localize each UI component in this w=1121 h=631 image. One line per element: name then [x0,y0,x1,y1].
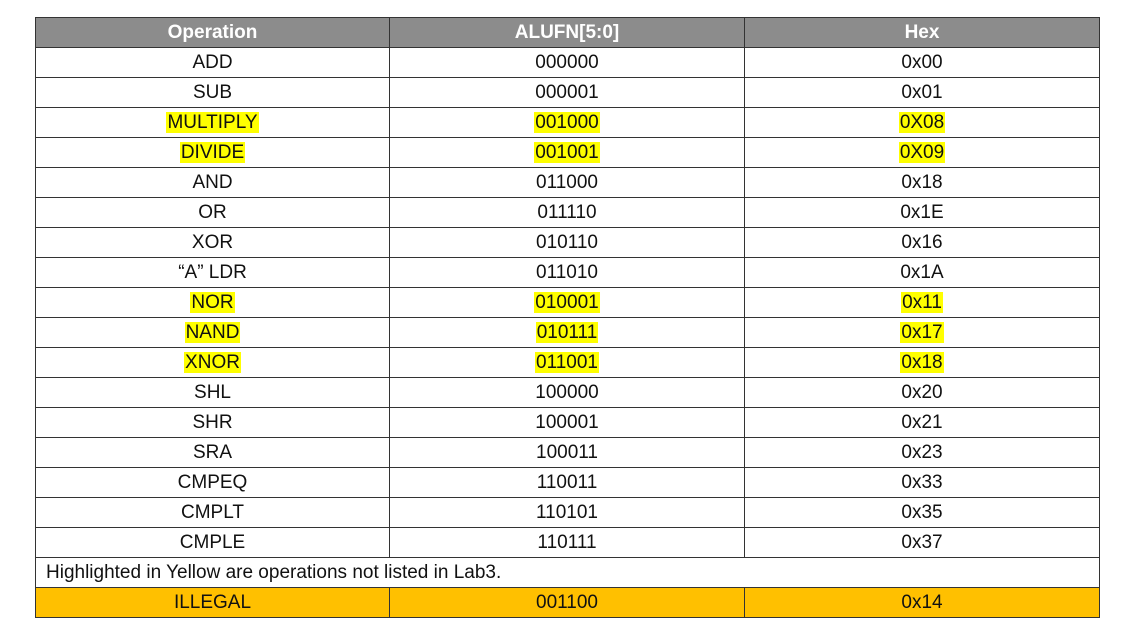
alufn-cell [390,198,745,228]
hex-cell-text: 0x18 [901,352,943,373]
hex-cell-text: 0x00 [901,52,943,73]
table-row [36,378,1100,408]
operation-cell-text: AND [192,172,233,193]
alufn-cell [390,168,745,198]
table-row [36,468,1100,498]
operation-cell-text: OR [198,202,227,223]
hex-cell [745,528,1100,558]
operation-cell [36,348,390,378]
operation-cell [36,468,390,498]
alufn-cell-text: 011000 [536,172,598,193]
alufn-cell-text: 011010 [536,262,598,283]
alufn-cell [390,138,745,168]
hex-cell-text: 0x37 [901,532,943,553]
hex-cell-text: 0x01 [901,82,943,103]
illegal-hex: 0x14 [745,588,1100,618]
operation-cell-text: CMPEQ [177,472,248,493]
hex-cell [745,468,1100,498]
table-body [36,48,1100,558]
alufn-cell-text: 011110 [537,202,597,223]
hex-cell-text: 0x17 [901,322,943,343]
hex-cell-text: 0x1A [900,262,944,283]
operation-cell-text: CMPLE [179,532,246,553]
alufn-cell [390,228,745,258]
alufn-cell-text: 100001 [535,412,599,433]
header-operation: Operation [36,18,390,48]
hex-cell-text: 0x1E [900,202,944,223]
hex-cell [745,318,1100,348]
operation-cell [36,48,390,78]
operation-cell-text: XNOR [185,352,240,373]
operation-cell [36,138,390,168]
alufn-cell-text: 100011 [536,442,598,463]
header-alufn: ALUFN[5:0] [390,18,745,48]
hex-cell [745,498,1100,528]
alufn-cell-text: 110011 [536,472,598,493]
table-row [36,408,1100,438]
table-row [36,138,1100,168]
illegal-row [36,588,1100,618]
table-row [36,498,1100,528]
table-row [36,198,1100,228]
table-row [36,288,1100,318]
hex-cell-text: 0x18 [901,172,943,193]
table-row [36,228,1100,258]
table-row [36,108,1100,138]
operation-cell-text: NAND [185,322,240,343]
alufn-cell [390,318,745,348]
operation-cell [36,498,390,528]
alufn-cell [390,78,745,108]
alufn-cell-text: 000000 [535,52,599,73]
hex-cell-text: 0x23 [901,442,943,463]
operation-cell-text: SHL [194,382,231,403]
alufn-cell [390,108,745,138]
illegal-operation: ILLEGAL [36,588,390,618]
hex-cell [745,228,1100,258]
note-row [36,558,1100,588]
header-row [36,18,1100,48]
hex-cell [745,288,1100,318]
alufn-cell-text: 001001 [535,142,599,163]
table-row [36,318,1100,348]
table-row [36,348,1100,378]
operation-cell-text: SUB [192,82,233,103]
alufn-table-container [35,17,1099,618]
hex-cell-text: 0X09 [899,142,945,163]
hex-cell [745,348,1100,378]
note-text: Highlighted in Yellow are operations not listed in Lab3. [36,558,1100,588]
table-row [36,48,1100,78]
hex-cell [745,78,1100,108]
operation-cell-text: DIVIDE [180,142,245,163]
operation-cell [36,108,390,138]
alufn-cell-text: 010110 [536,232,598,253]
alufn-cell-text: 000001 [535,82,599,103]
hex-cell [745,48,1100,78]
hex-cell [745,168,1100,198]
hex-cell-text: 0x21 [901,412,943,433]
operation-cell-text: XOR [191,232,234,253]
hex-cell [745,408,1100,438]
alufn-cell [390,348,745,378]
alufn-cell-text: 010001 [535,292,599,313]
hex-cell [745,138,1100,168]
operation-cell [36,78,390,108]
operation-cell-text: MULTIPLY [167,112,258,133]
alufn-table [35,17,1100,618]
alufn-cell [390,378,745,408]
table-row [36,438,1100,468]
operation-cell-text: CMPLT [181,502,244,523]
alufn-cell-text: 011001 [536,352,598,373]
operation-cell [36,528,390,558]
hex-cell [745,198,1100,228]
hex-cell [745,378,1100,408]
alufn-cell [390,498,745,528]
operation-cell [36,318,390,348]
operation-cell [36,258,390,288]
alufn-cell [390,48,745,78]
hex-cell [745,438,1100,468]
alufn-cell [390,528,745,558]
operation-cell [36,408,390,438]
operation-cell [36,228,390,258]
alufn-cell-text: 100000 [535,382,599,403]
operation-cell [36,378,390,408]
alufn-cell-text: 010111 [536,322,598,343]
operation-cell-text: NOR [191,292,234,313]
hex-cell-text: 0x20 [901,382,943,403]
table-row [36,168,1100,198]
operation-cell [36,438,390,468]
alufn-cell-text: 110101 [536,502,598,523]
hex-cell-text: 0x33 [901,472,943,493]
hex-cell-text: 0x11 [902,292,942,313]
hex-cell-text: 0X08 [899,112,945,133]
alufn-cell [390,468,745,498]
header-hex: Hex [745,18,1100,48]
operation-cell-text: SHR [192,412,233,433]
alufn-cell [390,408,745,438]
alufn-cell-text: 110111 [537,532,597,553]
operation-cell [36,288,390,318]
table-row [36,258,1100,288]
alufn-cell [390,258,745,288]
operation-cell-text: “A” LDR [178,262,247,283]
operation-cell [36,168,390,198]
hex-cell-text: 0x35 [901,502,943,523]
hex-cell [745,258,1100,288]
operation-cell-text: ADD [192,52,233,73]
alufn-cell [390,438,745,468]
hex-cell-text: 0x16 [901,232,943,253]
hex-cell [745,108,1100,138]
table-row [36,528,1100,558]
illegal-alufn: 001100 [390,588,745,618]
operation-cell-text: SRA [192,442,233,463]
alufn-cell [390,288,745,318]
alufn-cell-text: 001000 [535,112,599,133]
operation-cell [36,198,390,228]
table-row [36,78,1100,108]
